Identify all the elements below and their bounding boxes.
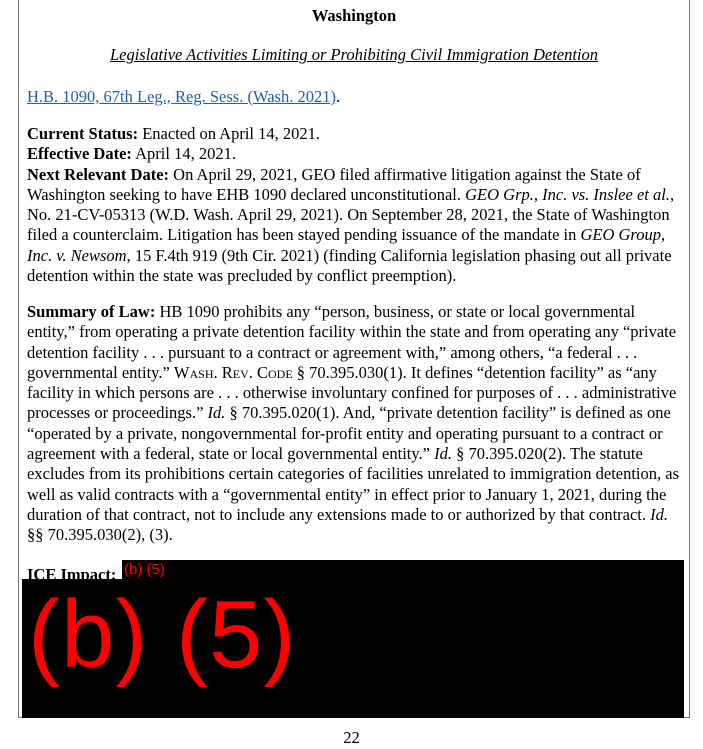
next-relevant-date-paragraph <box>27 165 687 287</box>
summary-label: Summary of Law: <box>27 302 156 321</box>
id-cite-2: Id. <box>434 444 453 464</box>
effective-date-value: April 14, 2021. <box>131 144 236 164</box>
next-text-3: , 15 F.4th 919 (9th Cir. 2021) (finding California legislation phasing out all private detention within the state was precluded by conflict preemption). <box>27 245 672 286</box>
code-citation: Wash. Rev. Code <box>173 362 293 382</box>
redaction-code-small: (b) (5) <box>124 561 165 578</box>
citation-period: . <box>335 87 341 106</box>
redaction-bar <box>122 560 684 580</box>
current-status-label: Current Status: <box>27 124 139 143</box>
status-section <box>27 124 687 286</box>
state-heading: Washington <box>311 6 397 25</box>
effective-date-line <box>27 144 687 164</box>
next-relevant-date-label: Next Relevant Date: <box>27 164 170 184</box>
redaction-code-large: (b) (5) <box>28 581 297 688</box>
summary-of-law-paragraph <box>27 302 687 546</box>
current-status-line <box>27 124 687 144</box>
ice-impact-label: ICE Impact: <box>27 565 117 584</box>
next-text-1: On April 29, 2021, GEO filed affirmative litigation against the State of Washington seeking to have EHB 1090 declared unconstitutional. <box>27 164 641 204</box>
summary-text-1: HB 1090 prohibits any “person, business, or state or local governmental entity,” from operating a private detention facility within the state and from operating any “private detention facility . . . pursuant to a contract or agreement with,” among others, “a federal . . . governmental entity.” <box>27 302 677 382</box>
case-name-newsom: GEO Group, Inc. v. Newsom <box>27 225 666 265</box>
page-number: 22 <box>343 728 360 747</box>
section-subtitle: Legislative Activities Limiting or Prohibiting Civil Immigration Detention <box>109 45 599 64</box>
summary-text-2: § 70.395.030(1). It defines “detention facility” as “any facility in which persons are . . . otherwise involuntary confined for purposes of . . . administrative processes or proceedings.” <box>27 362 677 423</box>
id-cite-3: Id. <box>650 504 669 524</box>
next-text-2: , No. 21-CV-05313 (W.D. Wash. April 29, 2021). On September 28, 2021, the State of Washington filed a counterclaim. Litigation has been stayed pending issuance of the mandate in <box>27 184 675 245</box>
bill-citation-link[interactable]: H.B. 1090, 67th Leg., Reg. Sess. (Wash. 2021) <box>27 87 336 106</box>
id-cite-1: Id. <box>207 403 226 423</box>
summary-text-4: § 70.395.020(2). The statute excludes from its prohibitions certain categories of facilities unrelated to immigration detention, as well as valid contracts with a “governmental entity” in effect prior to January 1, 2021, during the duration of that contract, not to include any extensions made to or authorized by that contract. <box>27 444 680 524</box>
bill-citation <box>27 87 340 107</box>
current-status-value: Enacted on April 14, 2021. <box>138 124 321 143</box>
summary-text-5: §§ 70.395.030(2), (3). <box>27 525 173 545</box>
case-name-inslee: GEO Grp., Inc. vs. Inslee et al. <box>465 184 670 204</box>
summary-text-3: § 70.395.020(1). And, “private detention facility” is defined as one “operated by a private, nongovernmental for-profit entity and operating pursuant to a contract or agreement with a federal, state or local governmental entity.” <box>27 403 671 464</box>
effective-date-label: Effective Date: <box>27 144 132 164</box>
